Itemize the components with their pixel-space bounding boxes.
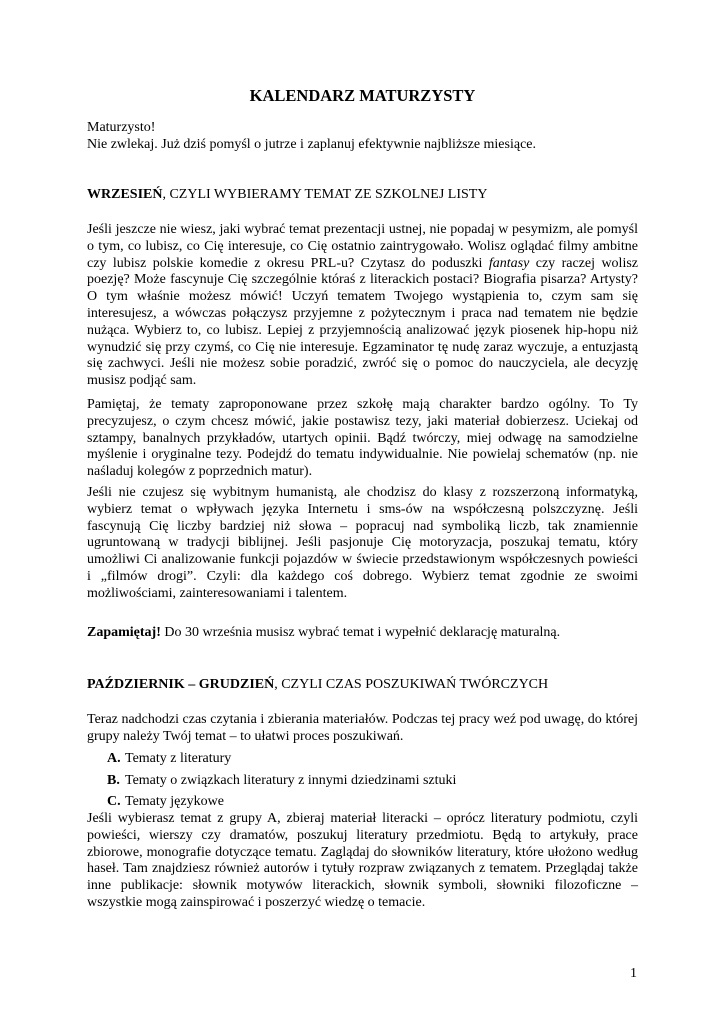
note-label: Zapamiętaj! [87, 625, 161, 640]
paragraph: Pamiętaj, że tematy zaproponowane przez szkołę mają charakter bardzo ogólny. To Ty precyzujesz, o czym chcesz mówić, jakie postawisz tezy, jaki materiał dobierzesz. Uciekaj od sztampy, banalnych przykładów, utartych opinii. Bądź twórczy, miej odwagę na samodzielne myślenie i oryginalne tezy. Podejdź do tematu indywidualnie. Nie powielaj schematów (np. nie naśladuj kolegów z poprzednich matur). [87, 397, 638, 480]
section-heading-rest: , CZYLI WYBIERAMY TEMAT ZE SZKOLNEJ LISTY [162, 187, 488, 202]
intro-text: Nie zwlekaj. Już dziś pomyśl o jutrze i zaplanuj efektywnie najbliższe miesiące. [87, 136, 537, 152]
paragraph: Teraz nadchodzi czas czytania i zbierania materiałów. Podczas tej pracy weź pod uwagę, do której grupy należy Twój temat – to ułatwi proces poszukiwań. [87, 712, 638, 744]
list-marker: C. [107, 794, 121, 810]
intro [87, 120, 638, 154]
paragraph: Jeśli nie czujesz się wybitnym humanistą, ale chodzisz do klasy z rozszerzoną informatyką, wybierz temat o wpływach języka Internetu i sms-ów na współczesną polszczyznę. Jeśli fascynują Cię liczby bardziej niż słowa – popracuj nad symboliką liczb, tak znamiennie ugruntowaną w tradycji biblijnej. Jeśli pasjonuje Cię motoryzacja, poszukaj tematu, który umożliwi Ci analizowanie funkcji pojazdów w świecie przedstawionym współczesnych powieści i „filmów drogi”. Czyli: dla każdego coś dobrego. Wybierz temat zgodnie ze swoimi możliwościami, zainteresowaniami i talentem. [87, 485, 638, 601]
paragraph-italic-text: fantasy [488, 255, 530, 271]
section-heading-october [87, 677, 638, 694]
paragraph-text: Jeśli jeszcze nie wiesz, jaki wybrać temat prezentacji ustnej, nie popadaj w pesymizm, ale pomyśl o tym, co lubisz, co Cię interesuje, co Cię ostatnio zaintrygowało. Wolisz oglądać filmy ambitne czy lubisz polskie komedie z okresu PRL-u? Czytasz do poduszki [87, 222, 638, 271]
list-item [87, 773, 638, 795]
topic-group-list [87, 751, 638, 816]
list-item-text: Tematy z literatury [125, 751, 232, 766]
list-item-text: Tematy językowe [125, 794, 224, 810]
paragraph-text: czy raczej wolisz poezję? Może fascynuje Cię szczególnie któraś z literackich postaci? Biografia pisarza? Artysty? O tym właśnie możesz mówić! Uczyń tematem Twojego wystąpienia to, czym sam się interesujesz, a wówczas połączysz przyjemne z pożytecznym i praca nad tematem nie będzie nużąca. Wybierz to, co lubisz. Lepiej z przyjemnością analizować język piosenek hip-hopu niż wynudzić się przy czymś, co Cię nie interesuje. Egzaminator tę nudę zaraz wyczuje, a entuzjastą się zachwyci. Jeśli nie możesz sobie poradzić, zwróć się o pomoc do nauczyciela, ale decyzję musisz podjąć sam. [87, 255, 638, 389]
paragraph: Jeśli wybierasz temat z grupy A, zbieraj materiał literacki – oprócz literatury podmiotu, czyli powieści, wierszy czy dramatów, poszukuj literatury przedmiotu. Będą to artykuły, prace zbiorowe, monografie dotyczące tematu. Zaglądaj do słowników literatury, które ułożono według haseł. Tam znajdziesz również autorów i tytuły rozpraw związanych z tematem. Przeglądaj także inne publikacje: słownik motywów literackich, słownik symboli, słowniki filozoficzne – wszystkie mogą zainspirować i poszerzyć wiedzę o temacie. [87, 811, 638, 910]
paragraph [87, 222, 638, 390]
section-heading-bold: PAŹDZIERNIK – GRUDZIEŃ [87, 677, 275, 692]
list-marker: A. [107, 751, 121, 766]
intro-greeting: Maturzysto! [87, 120, 156, 135]
page-number: 1 [630, 966, 637, 981]
note-text: Do 30 września musisz wybrać temat i wypełnić deklarację maturalną. [160, 625, 561, 640]
list-item [87, 751, 638, 773]
section-heading-september [87, 187, 638, 204]
list-marker: B. [107, 772, 120, 788]
section-heading-rest: , CZYLI CZAS POSZUKIWAŃ TWÓRCZYCH [274, 677, 549, 692]
section-heading-bold: WRZESIEŃ [87, 187, 163, 202]
note [87, 625, 638, 642]
list-item-text: Tematy o związkach literatury z innymi dziedzinami sztuki [125, 772, 457, 788]
page-title: KALENDARZ MATURZYSTY [249, 86, 476, 105]
